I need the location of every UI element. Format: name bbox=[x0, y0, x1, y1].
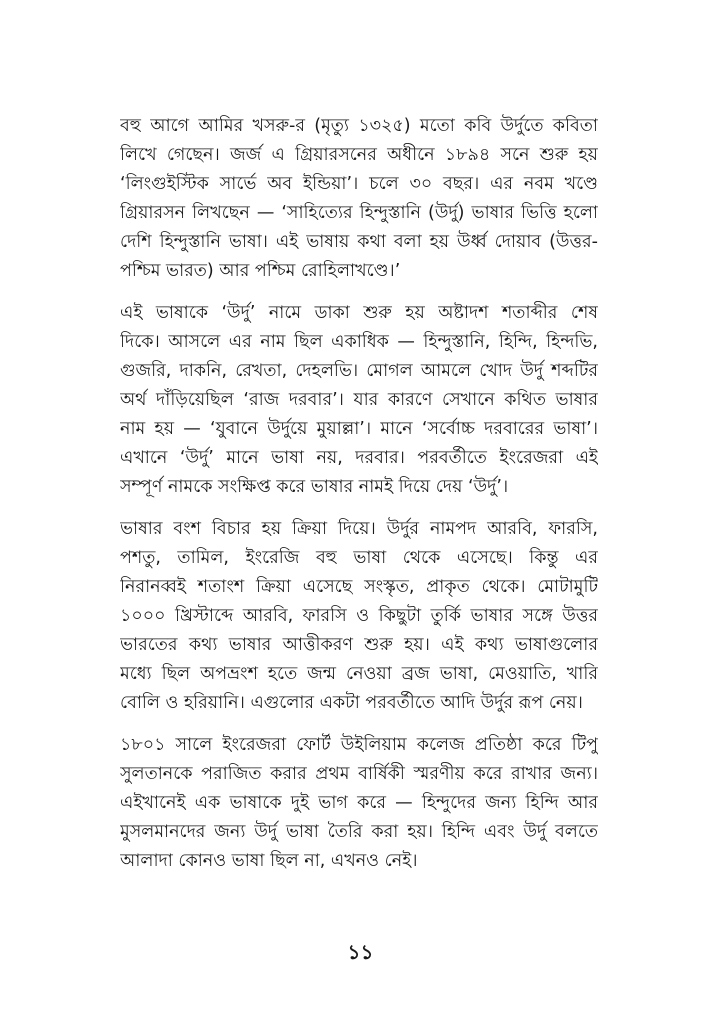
text-line: ভাষার বংশ বিচার হয় ক্রিয়া দিয়ে। উর্দুর নামপদ আরবি, ফারসি, bbox=[120, 519, 598, 539]
text-line: এইখানেই এক ভাষাকে দুই ভাগ করে — হিন্দুদের জন্য হিন্দি আর bbox=[120, 793, 598, 813]
text-line: দিকে। আসলে এর নাম ছিল একাধিক — হিন্দুস্তানি, হিন্দি, হিন্দভি, bbox=[120, 332, 598, 352]
text-line: আলাদা কোনও ভাষা ছিল না, এখনও নেই। bbox=[120, 851, 418, 871]
text-line: এই ভাষাকে ‘উর্দু’ নামে ডাকা শুরু হয় অষ্টাদশ শতাব্দীর শেষ bbox=[120, 303, 598, 323]
text-line: লিখে গেছেন। জর্জ এ গ্রিয়ারসনের অধীনে ১৮৯৪ সনে শুরু হয় bbox=[120, 145, 598, 165]
paragraph-2 bbox=[120, 299, 598, 502]
text-line: নিরানব্বই শতাংশ ক্রিয়া এসেছে সংস্কৃত, প্রাকৃত থেকে। মোটামুটি bbox=[120, 577, 598, 597]
text-line: মধ্যে ছিল অপভ্রংশ হতে জন্ম নেওয়া ব্রজ ভাষা, মেওয়াতি, খারি bbox=[120, 664, 598, 684]
paragraph-3 bbox=[120, 515, 598, 718]
paragraph-4 bbox=[120, 731, 598, 876]
text-line: পশতু, তামিল, ইংরেজি বহু ভাষা থেকে এসেছে। কিন্তু এর bbox=[120, 548, 598, 568]
text-line: পশ্চিম ভারত) আর পশ্চিম রোহিলাখণ্ডে।’ bbox=[120, 261, 401, 281]
text-line: গ্রিয়ারসন লিখছেন — ‘সাহিত্যের হিন্দুস্তানি (উর্দু) ভাষার ভিত্তি হলো bbox=[120, 203, 598, 223]
text-line: ১০০০ খ্রিস্টাব্দে আরবি, ফারসি ও কিছুটা তুর্কি ভাষার সঙ্গে উত্তর bbox=[120, 606, 598, 626]
text-line: ‘লিংগুইস্টিক সার্ভে অব ইন্ডিয়া’। চলে ৩০ বছর। এর নবম খণ্ডে bbox=[120, 174, 598, 194]
text-line: এখানে ‘উর্দু’ মানে ভাষা নয়, দরবার। পরবর্তীতে ইংরেজরা এই bbox=[120, 448, 598, 468]
text-line: নাম হয় — ‘যুবানে উর্দুয়ে মুয়াল্লা’। মানে ‘সর্বোচ্চ দরবারের ভাষা’। bbox=[120, 419, 598, 439]
text-line: সম্পূর্ণ নামকে সংক্ষিপ্ত করে ভাষার নামই দিয়ে দেয় ‘উর্দু’। bbox=[120, 477, 509, 497]
text-line: মুসলমানদের জন্য উর্দু ভাষা তৈরি করা হয়। হিন্দি এবং উর্দু বলতে bbox=[120, 822, 598, 842]
text-line: বোলি ও হরিয়ানি। এগুলোর একটা পরবর্তীতে আদি উর্দুর রূপ নেয়। bbox=[120, 693, 583, 713]
text-line: অর্থ দাঁড়িয়েছিল ‘রাজ দরবার’। যার কারণে সেখানে কথিত ভাষার bbox=[120, 390, 598, 410]
page-number: ১১ bbox=[347, 940, 374, 964]
text-line: ভারতের কথ্য ভাষার আত্তীকরণ শুরু হয়। এই কথ্য ভাষাগুলোর bbox=[120, 635, 598, 655]
paragraph-1 bbox=[120, 112, 598, 286]
body-text bbox=[120, 112, 598, 889]
text-line: সুলতানকে পরাজিত করার প্রথম বার্ষিকী স্মরণীয় করে রাখার জন্য। bbox=[120, 764, 598, 784]
text-line: দেশি হিন্দুস্তানি ভাষা। এই ভাষায় কথা বলা হয় উর্ধ্ব দোয়াব (উত্তর- bbox=[120, 232, 598, 252]
text-line: বহু আগে আমির খসরু-র (মৃত্যু ১৩২৫) মতো কবি উর্দুতে কবিতা bbox=[120, 116, 598, 136]
text-line: গুজরি, দাকনি, রেখতা, দেহলভি। মোগল আমলে খোদ উর্দু শব্দটির bbox=[120, 361, 598, 381]
text-line: ১৮০১ সালে ইংরেজরা ফোর্ট উইলিয়াম কলেজ প্রতিষ্ঠা করে টিপু bbox=[120, 735, 598, 755]
